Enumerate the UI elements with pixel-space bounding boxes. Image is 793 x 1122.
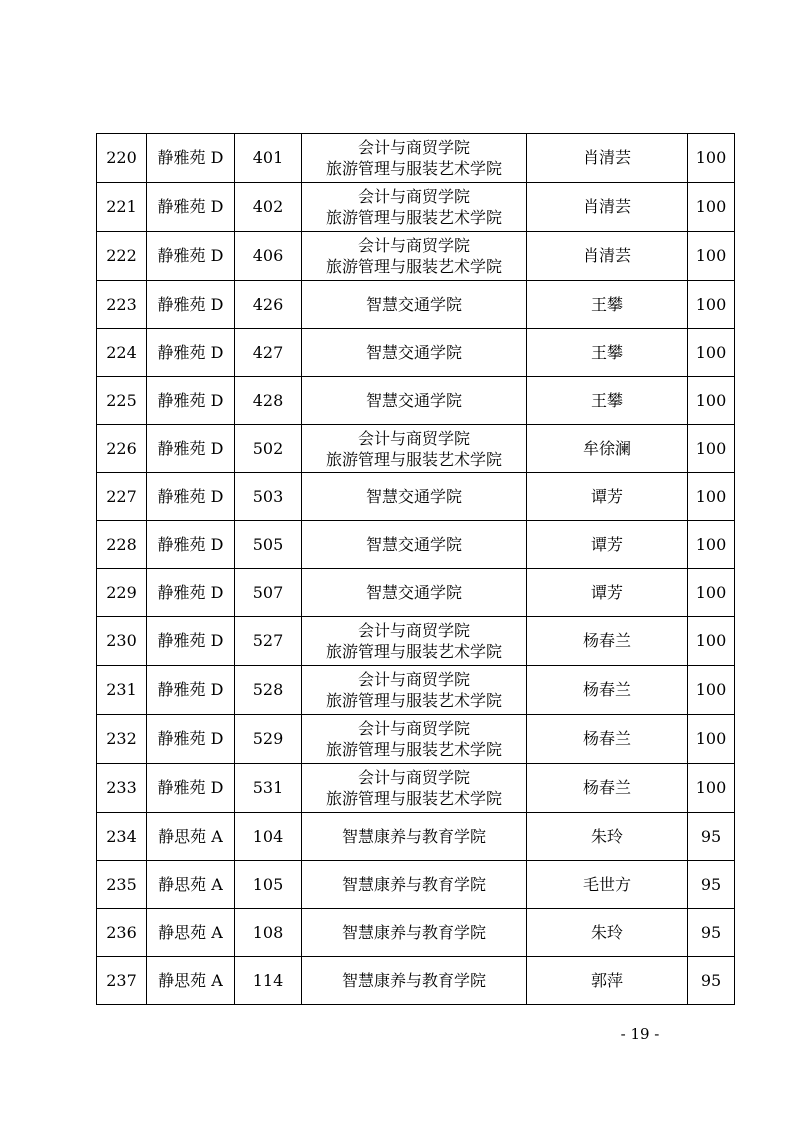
room-cell: 528	[235, 666, 302, 715]
score-cell: 100	[688, 569, 735, 617]
row-number-cell: 231	[97, 666, 147, 715]
person-cell: 毛世方	[527, 861, 688, 909]
score-cell: 100	[688, 232, 735, 281]
department-line: 旅游管理与服装艺术学院	[325, 691, 502, 710]
score-cell: 100	[688, 134, 735, 183]
building-cell: 静雅苑 D	[147, 473, 235, 521]
department-cell	[302, 569, 527, 617]
department-line: 旅游管理与服装艺术学院	[325, 159, 502, 178]
person-cell: 牟徐澜	[527, 425, 688, 473]
score-cell: 100	[688, 715, 735, 764]
row-number-cell: 223	[97, 281, 147, 329]
table-body	[97, 134, 735, 1005]
person-cell: 朱玲	[527, 909, 688, 957]
room-cell: 108	[235, 909, 302, 957]
room-cell: 529	[235, 715, 302, 764]
room-cell: 527	[235, 617, 302, 666]
score-cell: 100	[688, 666, 735, 715]
person-cell: 王攀	[527, 377, 688, 425]
department-cell	[302, 281, 527, 329]
score-cell: 100	[688, 329, 735, 377]
building-cell: 静雅苑 D	[147, 764, 235, 813]
score-cell: 100	[688, 473, 735, 521]
department-cell	[302, 909, 527, 957]
department-line: 旅游管理与服装艺术学院	[325, 740, 502, 759]
building-cell: 静思苑 A	[147, 957, 235, 1005]
score-cell: 100	[688, 377, 735, 425]
department-cell	[302, 473, 527, 521]
department-line: 智慧康养与教育学院	[341, 971, 486, 990]
department-line: 智慧康养与教育学院	[341, 875, 486, 894]
building-cell: 静雅苑 D	[147, 232, 235, 281]
department-line: 旅游管理与服装艺术学院	[325, 208, 502, 227]
department-line: 会计与商贸学院	[357, 670, 470, 689]
table-row	[97, 134, 735, 183]
person-cell: 肖清芸	[527, 134, 688, 183]
row-number-cell: 237	[97, 957, 147, 1005]
person-cell: 王攀	[527, 329, 688, 377]
department-line: 智慧交通学院	[365, 583, 462, 602]
table-row	[97, 909, 735, 957]
building-cell: 静雅苑 D	[147, 425, 235, 473]
department-cell	[302, 183, 527, 232]
table-row	[97, 813, 735, 861]
building-cell: 静思苑 A	[147, 813, 235, 861]
room-cell: 114	[235, 957, 302, 1005]
room-cell: 402	[235, 183, 302, 232]
table-row	[97, 377, 735, 425]
building-cell: 静雅苑 D	[147, 666, 235, 715]
department-line: 智慧交通学院	[365, 343, 462, 362]
department-line: 智慧交通学院	[365, 535, 462, 554]
score-cell: 100	[688, 617, 735, 666]
row-number-cell: 234	[97, 813, 147, 861]
score-cell: 95	[688, 957, 735, 1005]
department-line: 智慧交通学院	[365, 391, 462, 410]
building-cell: 静雅苑 D	[147, 617, 235, 666]
department-cell	[302, 617, 527, 666]
building-cell: 静雅苑 D	[147, 715, 235, 764]
department-line: 旅游管理与服装艺术学院	[325, 642, 502, 661]
room-cell: 401	[235, 134, 302, 183]
department-cell	[302, 715, 527, 764]
department-cell	[302, 377, 527, 425]
department-cell	[302, 666, 527, 715]
table-row	[97, 764, 735, 813]
row-number-cell: 221	[97, 183, 147, 232]
room-cell: 502	[235, 425, 302, 473]
person-cell: 朱玲	[527, 813, 688, 861]
table-row	[97, 329, 735, 377]
room-cell: 104	[235, 813, 302, 861]
person-cell: 谭芳	[527, 473, 688, 521]
department-line: 会计与商贸学院	[357, 236, 470, 255]
row-number-cell: 236	[97, 909, 147, 957]
department-cell	[302, 134, 527, 183]
score-cell: 100	[688, 521, 735, 569]
department-line: 会计与商贸学院	[357, 719, 470, 738]
department-cell	[302, 232, 527, 281]
table-row	[97, 281, 735, 329]
department-line: 旅游管理与服装艺术学院	[325, 789, 502, 808]
room-cell: 406	[235, 232, 302, 281]
row-number-cell: 229	[97, 569, 147, 617]
person-cell: 王攀	[527, 281, 688, 329]
row-number-cell: 228	[97, 521, 147, 569]
row-number-cell: 222	[97, 232, 147, 281]
building-cell: 静雅苑 D	[147, 521, 235, 569]
row-number-cell: 224	[97, 329, 147, 377]
building-cell: 静雅苑 D	[147, 569, 235, 617]
table-row	[97, 425, 735, 473]
table-row	[97, 232, 735, 281]
row-number-cell: 226	[97, 425, 147, 473]
table-row	[97, 957, 735, 1005]
table-row	[97, 666, 735, 715]
person-cell: 杨春兰	[527, 715, 688, 764]
person-cell: 谭芳	[527, 521, 688, 569]
person-cell: 谭芳	[527, 569, 688, 617]
table-row	[97, 861, 735, 909]
row-number-cell: 220	[97, 134, 147, 183]
table-row	[97, 715, 735, 764]
room-cell: 427	[235, 329, 302, 377]
score-cell: 95	[688, 813, 735, 861]
table-row	[97, 473, 735, 521]
score-cell: 100	[688, 281, 735, 329]
score-cell: 100	[688, 183, 735, 232]
department-line: 旅游管理与服装艺术学院	[325, 449, 502, 469]
room-cell: 507	[235, 569, 302, 617]
department-cell	[302, 764, 527, 813]
page-number: - 19 -	[620, 1025, 660, 1043]
person-cell: 杨春兰	[527, 666, 688, 715]
room-cell: 503	[235, 473, 302, 521]
department-line: 旅游管理与服装艺术学院	[325, 257, 502, 276]
room-cell: 426	[235, 281, 302, 329]
person-cell: 杨春兰	[527, 764, 688, 813]
person-cell: 郭萍	[527, 957, 688, 1005]
department-cell	[302, 425, 527, 473]
department-line: 智慧交通学院	[365, 295, 462, 314]
person-cell: 杨春兰	[527, 617, 688, 666]
room-cell: 505	[235, 521, 302, 569]
department-line: 智慧康养与教育学院	[341, 827, 486, 846]
room-cell: 105	[235, 861, 302, 909]
department-cell	[302, 957, 527, 1005]
building-cell: 静思苑 A	[147, 861, 235, 909]
department-cell	[302, 813, 527, 861]
person-cell: 肖清芸	[527, 232, 688, 281]
row-number-cell: 233	[97, 764, 147, 813]
score-cell: 100	[688, 425, 735, 473]
row-number-cell: 232	[97, 715, 147, 764]
table-row	[97, 569, 735, 617]
department-line: 智慧康养与教育学院	[341, 923, 486, 942]
building-cell: 静雅苑 D	[147, 377, 235, 425]
row-number-cell: 227	[97, 473, 147, 521]
table-row	[97, 521, 735, 569]
table-row	[97, 617, 735, 666]
dormitory-score-table	[96, 133, 735, 1005]
building-cell: 静雅苑 D	[147, 281, 235, 329]
score-cell: 100	[688, 764, 735, 813]
department-line: 会计与商贸学院	[357, 428, 470, 448]
department-line: 智慧交通学院	[365, 487, 462, 506]
building-cell: 静雅苑 D	[147, 183, 235, 232]
department-line: 会计与商贸学院	[357, 187, 470, 206]
row-number-cell: 235	[97, 861, 147, 909]
table-row	[97, 183, 735, 232]
department-cell	[302, 861, 527, 909]
building-cell: 静雅苑 D	[147, 134, 235, 183]
department-cell	[302, 521, 527, 569]
building-cell: 静思苑 A	[147, 909, 235, 957]
score-cell: 95	[688, 861, 735, 909]
score-cell: 95	[688, 909, 735, 957]
room-cell: 531	[235, 764, 302, 813]
department-line: 会计与商贸学院	[357, 138, 470, 157]
person-cell: 肖清芸	[527, 183, 688, 232]
department-cell	[302, 329, 527, 377]
row-number-cell: 230	[97, 617, 147, 666]
building-cell: 静雅苑 D	[147, 329, 235, 377]
row-number-cell: 225	[97, 377, 147, 425]
room-cell: 428	[235, 377, 302, 425]
department-line: 会计与商贸学院	[357, 768, 470, 787]
department-line: 会计与商贸学院	[357, 621, 470, 640]
